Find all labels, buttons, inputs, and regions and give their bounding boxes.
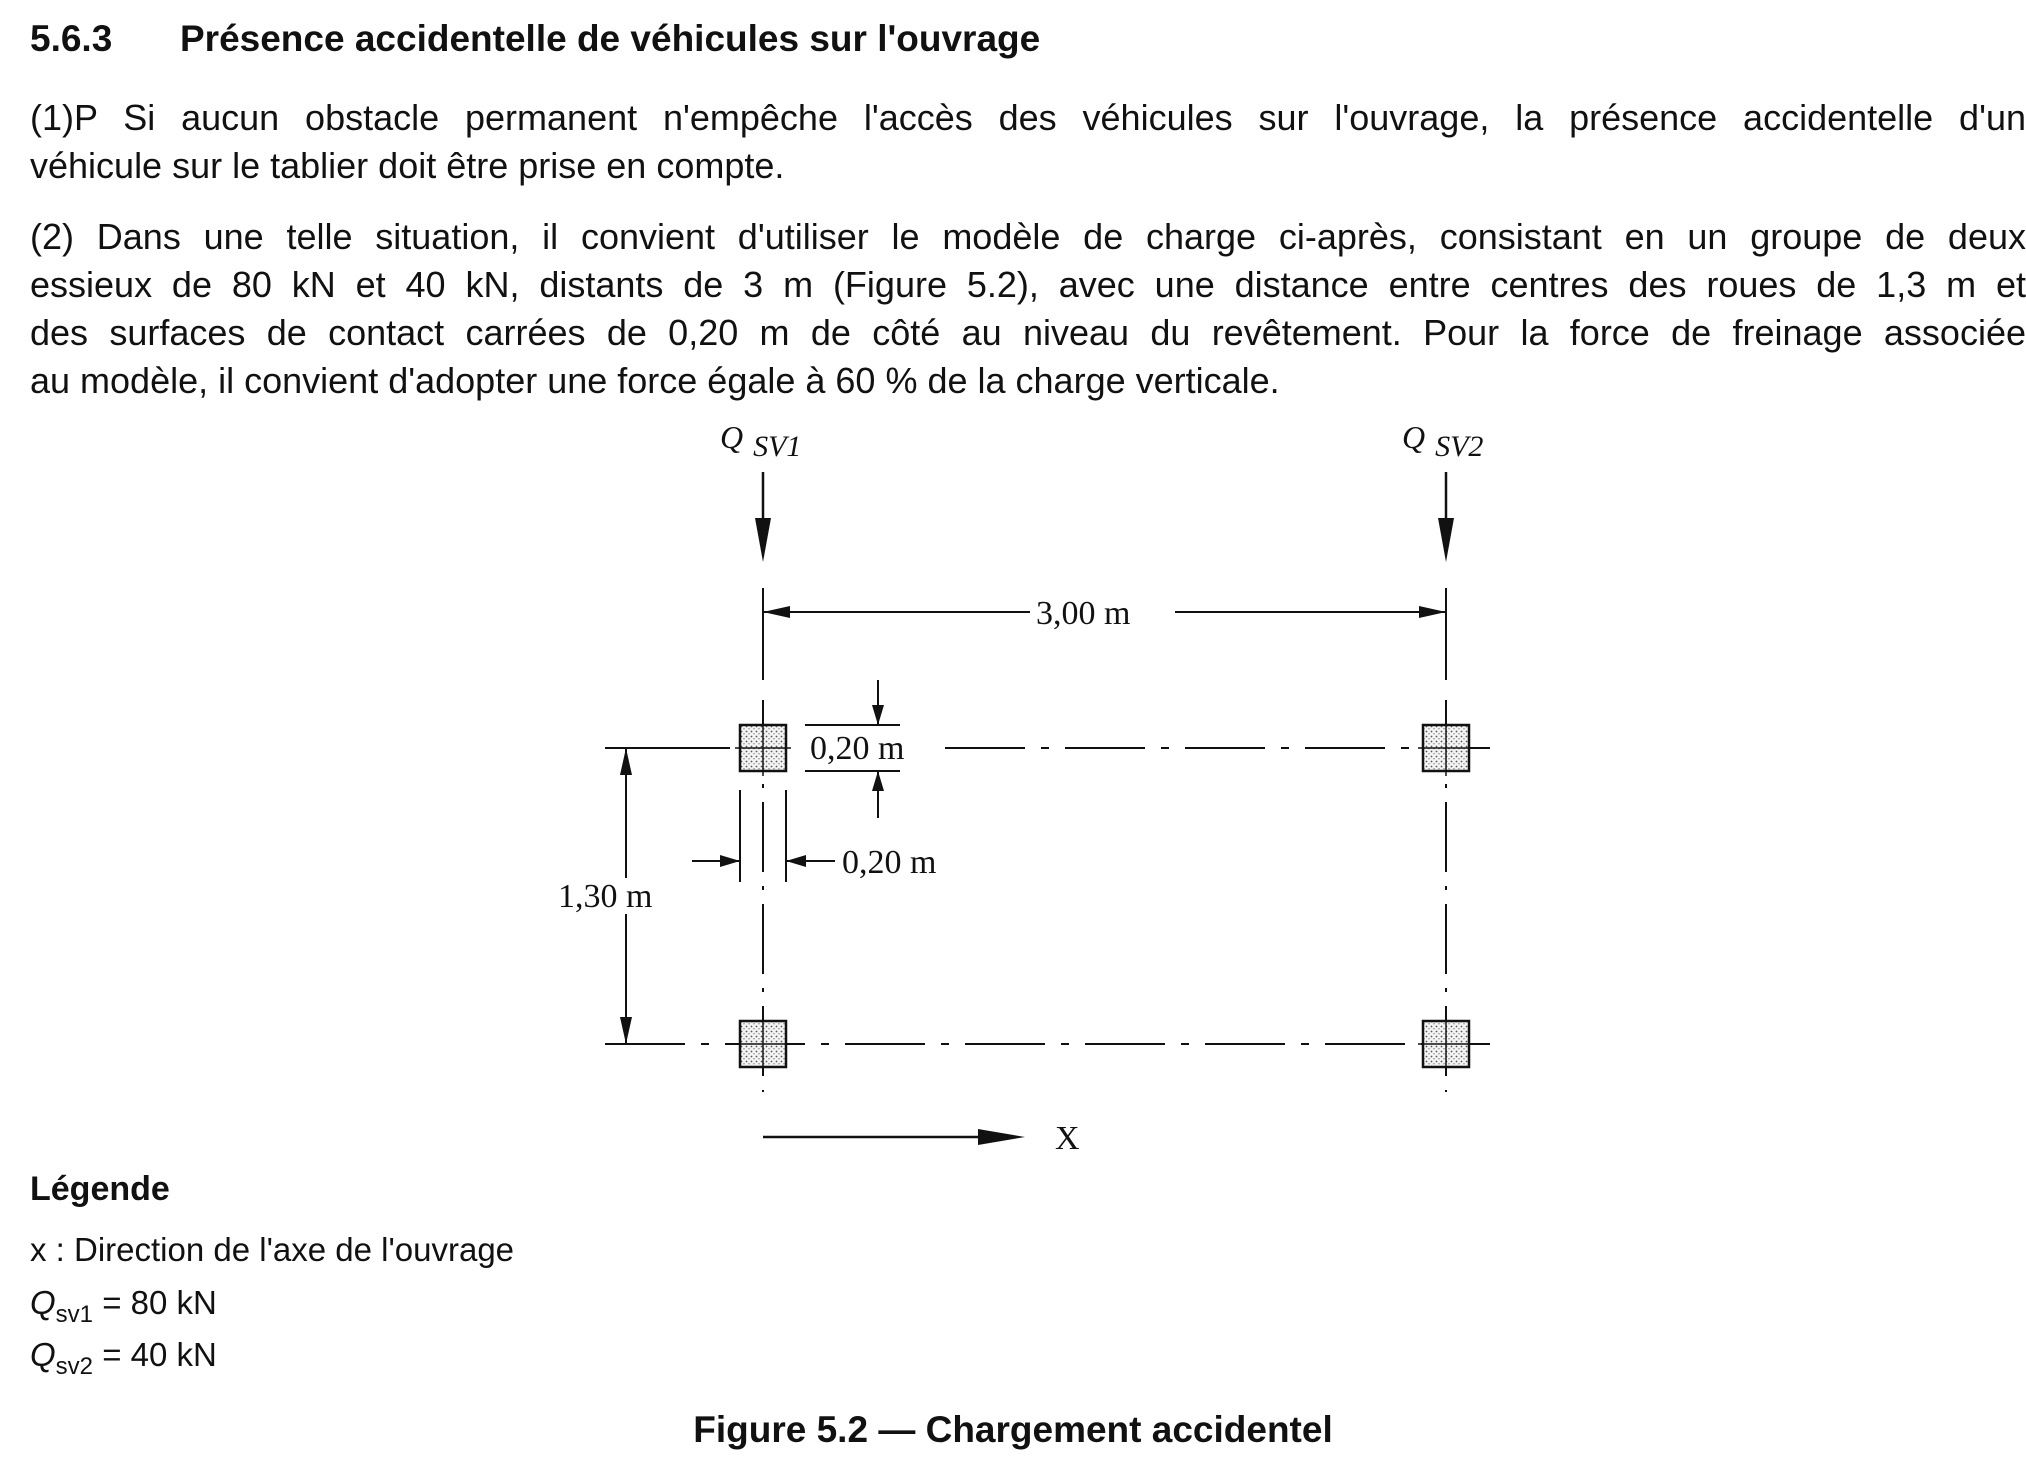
wheel-centerlines	[605, 748, 1490, 1044]
legend-item-x: x : Direction de l'axe de l'ouvrage	[30, 1231, 515, 1268]
legend-item-qsv1: $Q_{sv1} = 80$ kN	[30, 1284, 217, 1328]
paragraph-line: véhicule sur le tablier doit être prise en compte.	[30, 145, 785, 186]
figure-caption: Figure 5.2 — Chargement accidentel	[693, 1409, 1333, 1450]
patch-height-dimension	[805, 680, 940, 818]
contact-patch-2	[1418, 720, 1474, 776]
section-number: 5.6.3	[30, 18, 113, 59]
section-title: Présence accidentelle de véhicules sur l'ouvrage	[180, 18, 1041, 59]
contact-patch-3	[735, 1016, 791, 1072]
axle-spacing-label: 3,00 m	[1036, 595, 1131, 632]
legend-title: Légende	[30, 1170, 170, 1208]
contact-patch-1	[735, 720, 791, 776]
paragraph-line: au modèle, il convient d'adopter une force égale à 60 % de la charge verticale.	[30, 360, 1280, 401]
load-label-qsv1: Q SV1	[720, 419, 802, 463]
wheel-spacing-label: 1,30 m	[558, 878, 653, 915]
patch-width-label: 0,20 m	[842, 844, 937, 881]
contact-patch-4	[1418, 1016, 1474, 1072]
paragraph-line: des surfaces de contact carrées de 0,20 m de côté au niveau du revêtement. Pour la force de freinage associée	[30, 312, 2026, 353]
patch-width-dimension	[692, 790, 936, 882]
legend-item-qsv2: $Q_{sv2} = 40$ kN	[30, 1336, 217, 1380]
paragraph-line: (2) Dans une telle situation, il convient d'utiliser le modèle de charge ci-après, consistant en un groupe de deux	[30, 216, 2026, 257]
patch-height-label: 0,20 m	[810, 730, 905, 767]
x-direction-arrow	[763, 1120, 1080, 1157]
load-arrow-qsv2	[1438, 472, 1454, 562]
load-arrow-qsv1	[755, 472, 771, 562]
load-label-qsv2: Q SV2	[1402, 419, 1484, 463]
wheel-spacing-dimension	[555, 748, 695, 1044]
axle-spacing-dimension	[763, 588, 1446, 680]
paragraph-line: (1)P Si aucun obstacle permanent n'empêche l'accès des véhicules sur l'ouvrage, la présence accidentelle d'un	[30, 97, 2026, 138]
x-axis-label: X	[1055, 1120, 1080, 1157]
paragraph-line: essieux de 80 kN et 40 kN, distants de 3 m (Figure 5.2), avec une distance entre centres des roues de 1,3 m et	[30, 264, 2026, 305]
